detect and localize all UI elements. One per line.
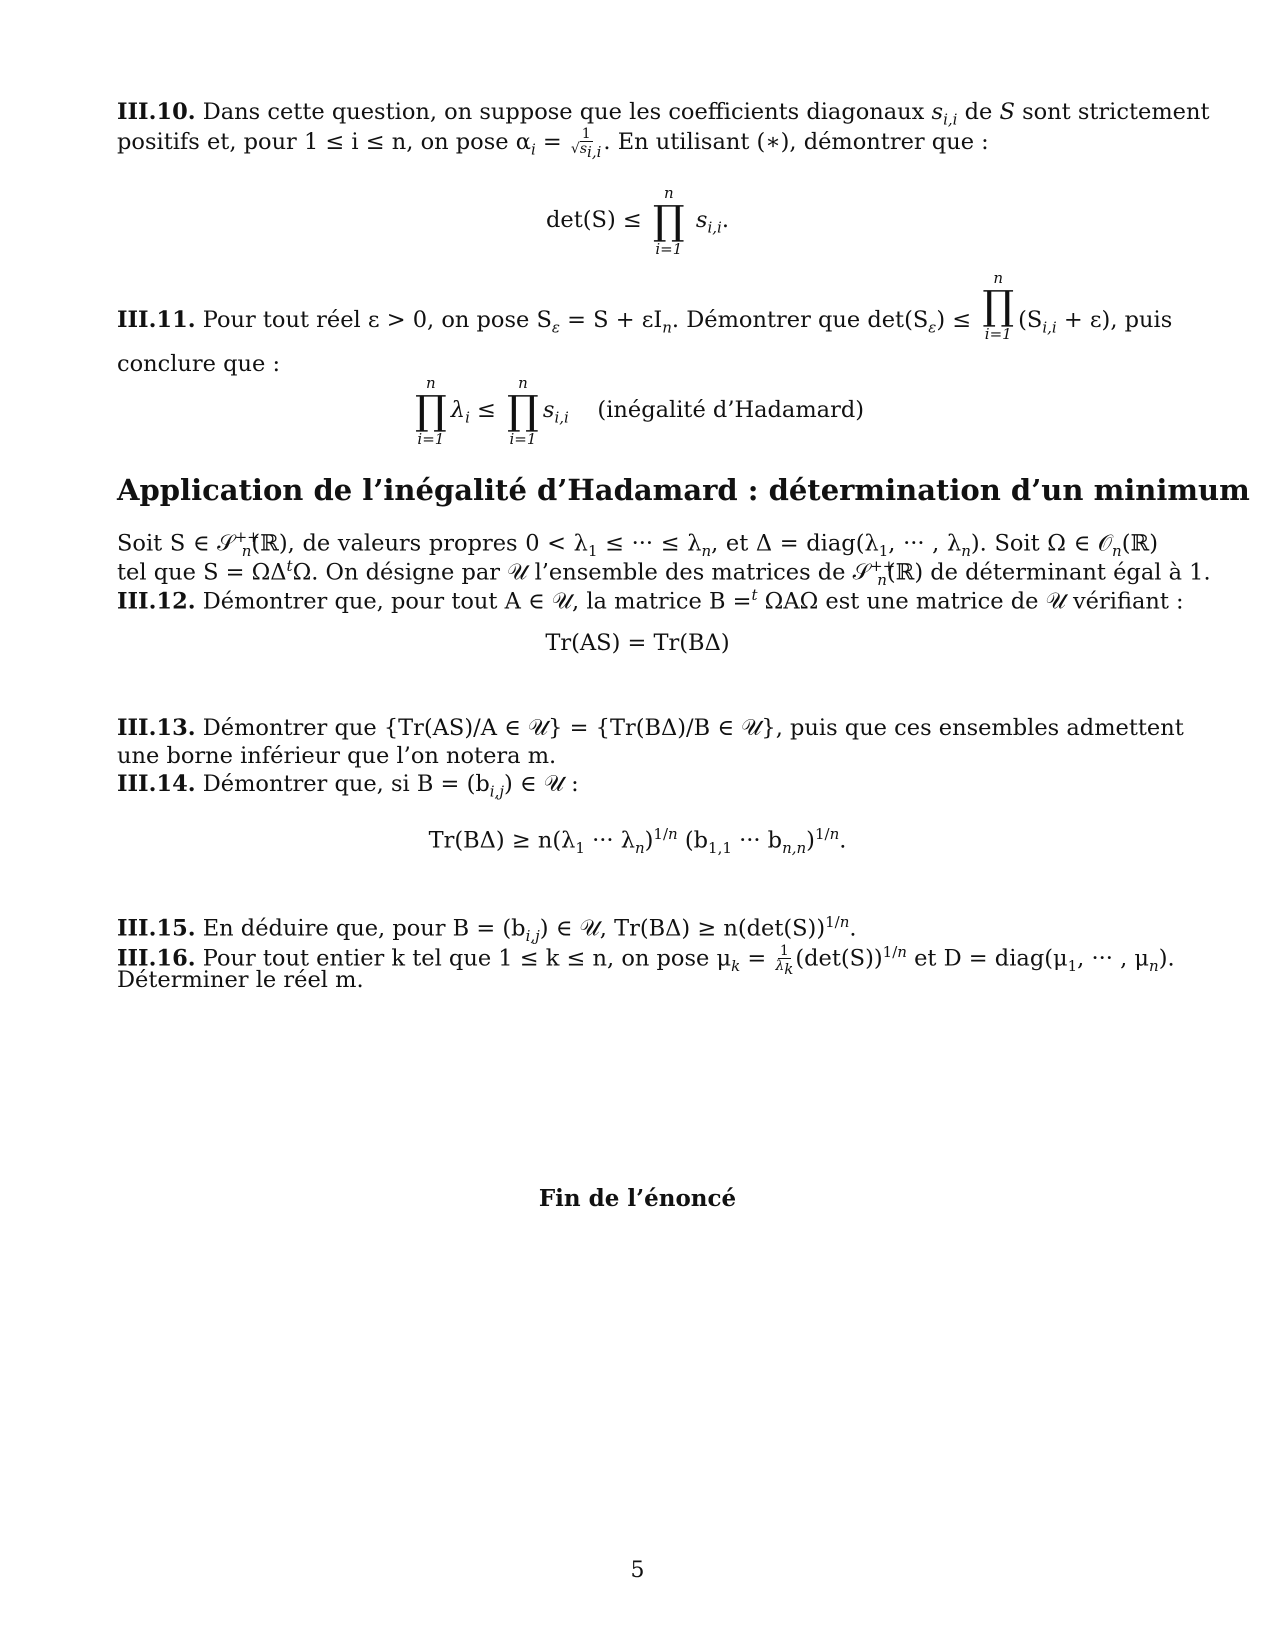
section-title: Application de l’inégalité d’Hadamard : détermination d’un minimum	[117, 473, 1250, 507]
q12-text-b: ΩAΩ est une matrice de 𝒰 vérifiant :	[764, 588, 1184, 615]
hadamard-formula: n ∏ i=1 $\lambda_i$ ≤ n ∏ i=1 $s_{i,i}$ (inégalité d’Hadamard)	[414, 374, 865, 448]
q16-line-2: Déterminer le réel m.	[117, 967, 364, 993]
q14-text-b: ) ∈ 𝒰 :	[503, 771, 579, 797]
intro-line-2: tel que $S = \Omega\Delta^t\Omega$. On désigne par 𝒰 l’ensemble des matrices de 𝒮++$_n$(ℝ) de déterminant égal à 1.	[117, 557, 1211, 589]
q10-text-e: . En utilisant (∗), démontrer que :	[603, 129, 989, 155]
q11-line-1: III.11. Pour tout réel ε > 0, on pose $S_\varepsilon = S + \varepsilon I_n$. Démontrer que $\det(S_\varepsilon)$ ≤ n ∏ i=1 $(S_{i,i} + \varepsilon)$, puis	[117, 269, 1173, 343]
product-icon: n ∏ i=1	[414, 374, 447, 448]
q14-text: Démontrer que, si B = (b	[202, 771, 490, 797]
q14-formula: $Tr(B\Delta) \ge n(\lambda_1$ ··· $\lambda_n)^{1/n}$ ($b_{1,1}$ ··· $b_{n,n})^{1/n}$.	[428, 825, 847, 857]
q16-label: III.16.	[117, 945, 196, 972]
q11-line-2: conclure que :	[117, 351, 281, 377]
q14-line: III.14. Démontrer que, si $B = (b_{i,j})$ ∈ 𝒰 :	[117, 771, 579, 801]
q12-line: III.12. Démontrer que, pour tout A ∈ 𝒰, la matrice B =$^t$ ΩAΩ est une matrice de 𝒰 vérifiant :	[117, 586, 1184, 615]
end-of-statement: Fin de l’énoncé	[538, 1185, 737, 1212]
q10-label: III.10.	[117, 99, 196, 125]
q14-label: III.14.	[117, 771, 196, 797]
q10-formula: det(S) ≤ n ∏ i=1 $s_{i,i}$.	[546, 184, 729, 258]
q10-formula-left: det(S) ≤	[546, 207, 642, 233]
hadamard-note: (inégalité d’Hadamard)	[597, 397, 865, 423]
q13-line-1	[117, 713, 1184, 743]
q10-text-d: positifs et, pour 1 ≤ i ≤ n, on pose α	[117, 129, 531, 155]
q11-text-b: = S + εI	[567, 307, 663, 333]
q15-text: En déduire que, pour B = (b	[202, 915, 526, 942]
intro-line-1: Soit S ∈ 𝒮++$_n$(ℝ), de valeurs propres $0 < \lambda_1$ ≤ ··· ≤ $\lambda_n$, et $\Delta = diag(\lambda_1$, ··· , $\lambda_n$). Soit Ω ∈ 𝒪$_n$(ℝ)	[117, 528, 1158, 560]
q11-text-c: . Démontrer que det(S	[671, 307, 929, 333]
q15-label: III.15.	[117, 915, 196, 942]
q15-line: III.15. En déduire que, pour $B = (b_{i,j})$ ∈ 𝒰, $Tr(B\Delta) \ge n(\det(S))^{1/n}$.	[117, 913, 857, 945]
q10-fraction: $\frac{1}{√s_{i,i}}$	[570, 126, 602, 161]
q11-text-d: ) ≤	[936, 307, 972, 333]
q12-formula: Tr(AS) = Tr(BΔ)	[545, 630, 730, 656]
q10-text-c: sont strictement	[1022, 99, 1210, 125]
q12-label: III.12.	[117, 588, 196, 615]
q11-text-e: (S	[1018, 307, 1043, 333]
q13-label: III.13.	[117, 715, 196, 741]
q12-text: Démontrer que, pour tout A ∈ 𝒰, la matrice B =	[202, 588, 752, 615]
q13-text: Démontrer que {Tr(AS)/A ∈ 𝒰} = {Tr(BΔ)/B ∈ 𝒰}, puis que ces ensembles admettent	[202, 715, 1184, 741]
q10-line-2: positifs et, pour 1 ≤ i ≤ n, on pose $\alpha_i$ = $\frac{1}{√s_{i,i}}$ . En utilisant (∗), démontrer que :	[117, 126, 989, 161]
q10-text-a: Dans cette question, on suppose que les coefficients diagonaux	[202, 99, 925, 125]
product-icon: n ∏ i=1	[982, 269, 1015, 343]
q10-text-b: de	[964, 99, 993, 125]
q16-fraction: $\frac{1}{\lambda_k}$	[775, 942, 794, 978]
product-icon: n ∏ i=1	[507, 374, 539, 448]
q13-line-2: une borne inférieur que l’on notera m.	[117, 743, 557, 769]
product-icon: n ∏ i=1	[652, 184, 685, 258]
q10-formula-right: s	[695, 207, 708, 233]
q15-text-b: ) ∈ 𝒰, Tr(BΔ) ≥ n(det(S))	[539, 915, 826, 942]
q16-line-1: III.16. Pour tout entier k tel que 1 ≤ k ≤ n, on pose $\mu_k$ = $\frac{1}{\lambda_k}$ $(\det(S))^{1/n}$ et $D = diag(\mu_1$, ··· , $\mu_n$).	[117, 942, 1175, 978]
q11-text-a: Pour tout réel ε > 0, on pose S	[202, 307, 552, 333]
q11-text-f: + ε), puis	[1063, 307, 1173, 333]
q10-line-1: III.10. Dans cette question, on suppose que les coefficients diagonaux $s_{i,i}$ de S sont strictement	[117, 99, 1210, 129]
q11-label: III.11.	[117, 307, 196, 333]
page-number: 5	[630, 1558, 645, 1583]
